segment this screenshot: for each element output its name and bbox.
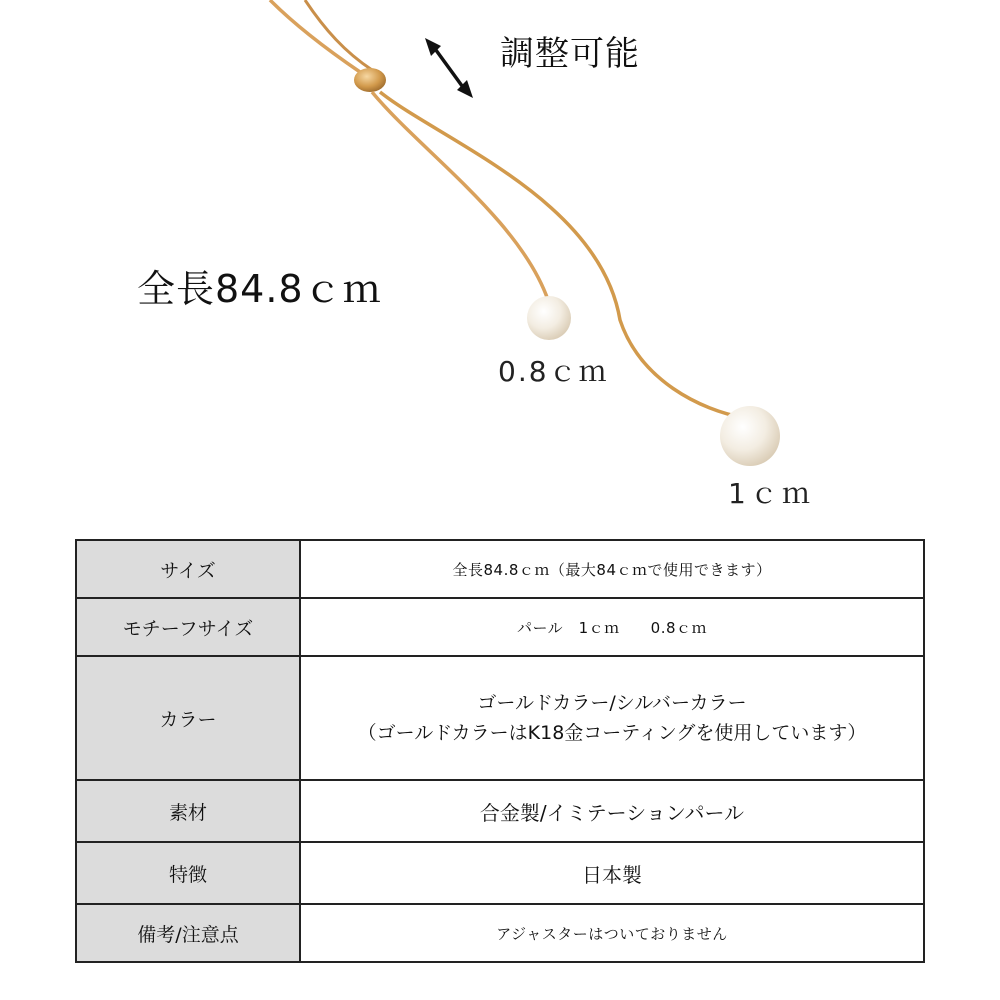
row-header-size: サイズ [76, 540, 300, 598]
spec-table [75, 539, 925, 963]
row-value-notes: アジャスターはついておりません [300, 904, 924, 962]
row-header-notes: 備考/注意点 [76, 904, 300, 962]
table-row [76, 598, 924, 656]
small-pearl [527, 296, 571, 340]
row-header-feature: 特徴 [76, 842, 300, 904]
small-pearl-size-label: 0.8ｃｍ [498, 355, 609, 388]
table-row [76, 780, 924, 842]
adjustable-label: 調整可能 [500, 34, 640, 74]
chain-upper-left [270, 0, 360, 72]
row-value-motif-size: パール 1ｃｍ 0.8ｃｍ [300, 598, 924, 656]
color-value-line1: ゴールドカラー/シルバーカラー [477, 692, 747, 714]
slider-bead [354, 68, 386, 92]
total-length-label: 全長84.8ｃｍ [137, 267, 382, 311]
row-header-material: 素材 [76, 780, 300, 842]
table-row [76, 540, 924, 598]
table-row [76, 656, 924, 780]
table-row [76, 904, 924, 962]
row-value-color [300, 656, 924, 780]
chain-short-strand [372, 92, 548, 300]
row-value-feature: 日本製 [300, 842, 924, 904]
double-arrow-icon [425, 38, 473, 98]
row-header-motif-size: モチーフサイズ [76, 598, 300, 656]
row-header-color: カラー [76, 656, 300, 780]
chain-upper-right [305, 0, 372, 70]
large-pearl-size-label: 1ｃｍ [728, 477, 814, 510]
table-row [76, 842, 924, 904]
row-value-size: 全長84.8ｃｍ（最大84ｃｍで使用できます） [300, 540, 924, 598]
large-pearl [720, 406, 780, 466]
color-value-line2: （ゴールドカラーはK18金コーティングを使用しています） [357, 722, 867, 744]
row-value-material: 合金製/イミテーションパール [300, 780, 924, 842]
